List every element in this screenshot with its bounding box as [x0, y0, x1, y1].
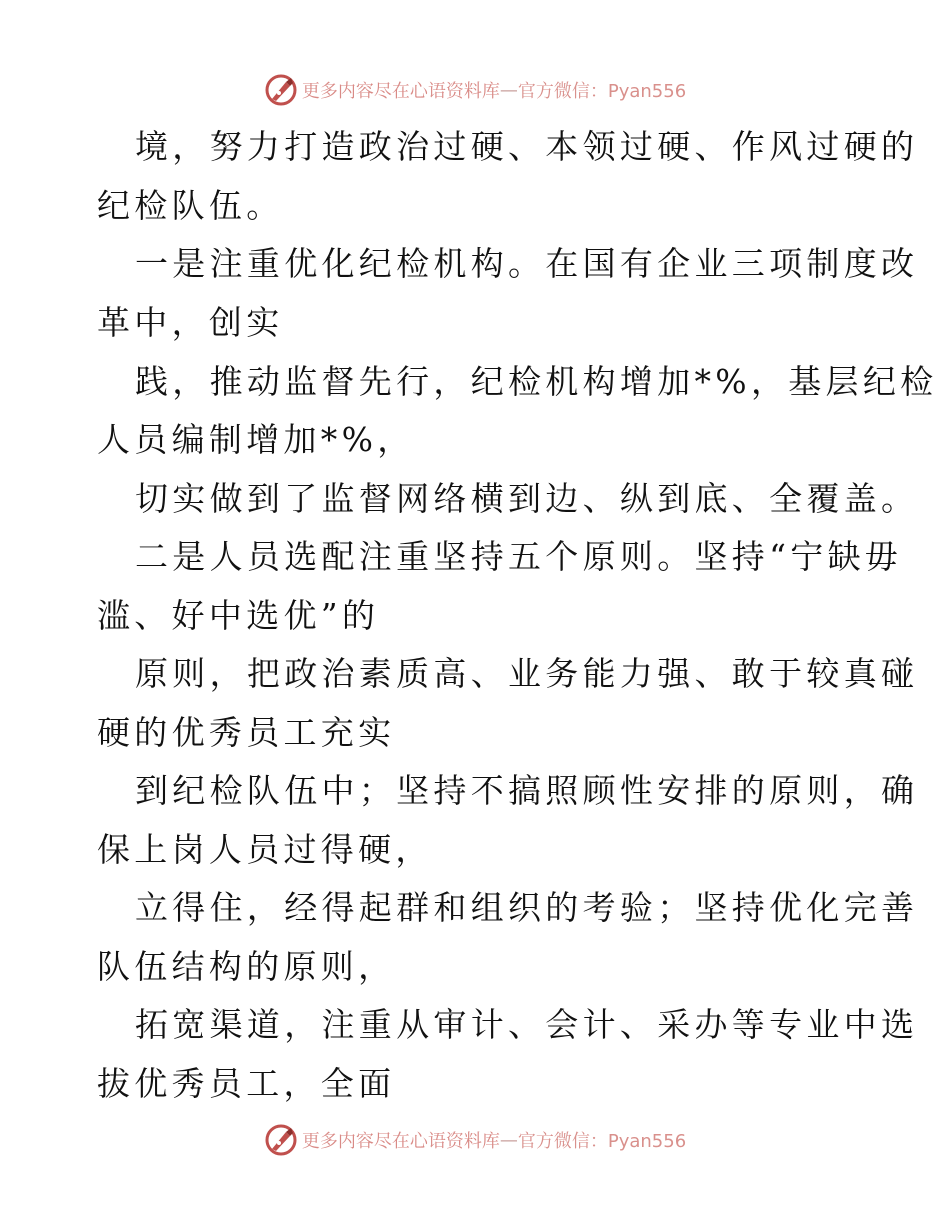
pen-nib-logo-icon	[264, 1123, 298, 1157]
text-line: 保上岗人员过得硬，	[97, 830, 433, 869]
text-line: 立得住，经得起群和组织的考验；坚持优化完善	[135, 888, 919, 927]
banner-main-text: 更多内容尽在心语资料库	[301, 1131, 500, 1152]
text-line: 原则，把政治素质高、业务能力强、敢于较真碰	[135, 654, 919, 693]
text-line: 队伍结构的原则，	[97, 947, 396, 986]
text-line: 硬的优秀员工充实	[97, 713, 396, 752]
text-line: 切实做到了监督网络横到边、纵到底、全覆盖。	[135, 479, 919, 518]
text-line: 一是注重优化纪检机构。在国有企业三项制度改	[135, 244, 919, 283]
text-line: 人员编制增加*%，	[97, 420, 415, 459]
banner-separator: —	[499, 1129, 518, 1151]
text-line: 拓宽渠道，注重从审计、会计、采办等专业中选	[135, 1005, 919, 1044]
text-line: 践，推动监督先行，纪检机构增加*%，基层纪检	[135, 362, 938, 401]
banner-main-text: 更多内容尽在心语资料库	[301, 81, 500, 102]
page-footer-banner	[0, 1120, 950, 1160]
text-line: 到纪检队伍中；坚持不搞照顾性安排的原则，确	[135, 771, 919, 810]
text-line: 二是人员选配注重坚持五个原则。坚持“宁缺毋	[135, 537, 903, 576]
banner-wechat-text: 官方微信：Pyan556	[517, 81, 687, 102]
text-line: 滥、好中选优”的	[97, 596, 380, 635]
text-line: 境，努力打造政治过硬、本领过硬、作风过硬的	[135, 127, 919, 166]
text-line: 纪检队伍。	[97, 186, 284, 225]
banner-separator: —	[499, 79, 518, 101]
banner-wechat-text: 官方微信：Pyan556	[517, 1131, 687, 1152]
text-line: 拔优秀员工，全面	[97, 1064, 396, 1103]
text-line: 革中，创实	[97, 303, 284, 342]
